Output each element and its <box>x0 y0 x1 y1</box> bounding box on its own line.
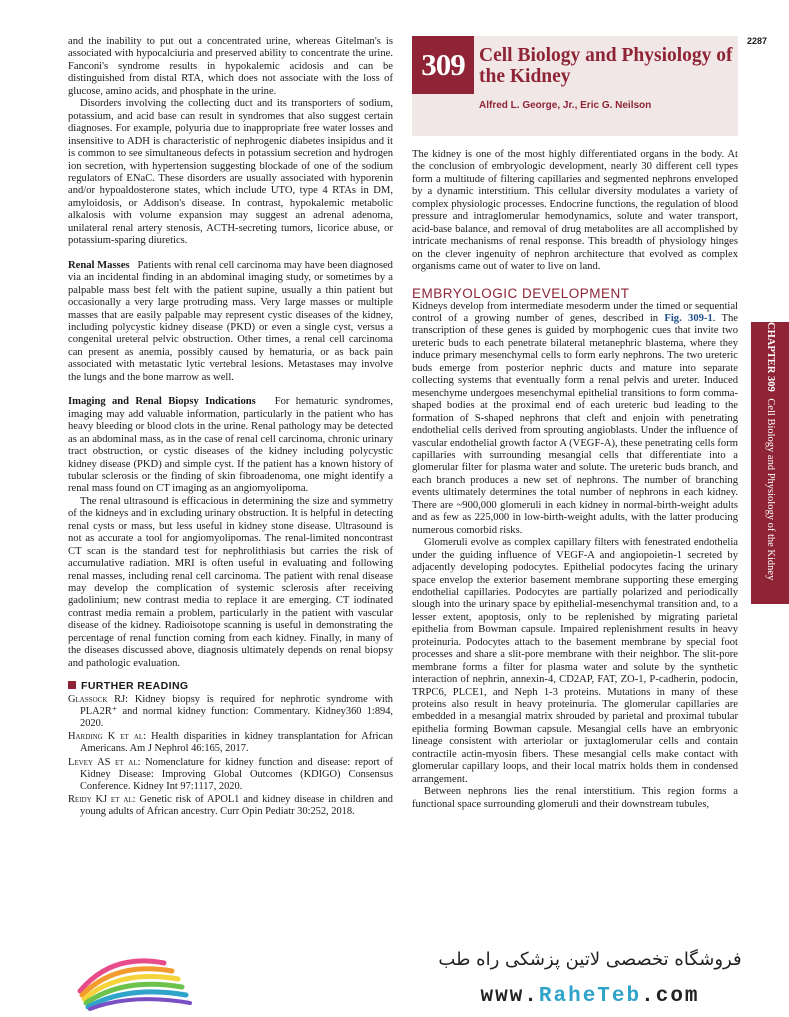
paragraph-intro-left: and the inability to put out a concentrated urine, whereas Gitelman's is associated with hypocalciuria and preserved ability to concentrate the urine. Fanconi's syndrome results in hypokalemic acidosis and can be distinguished from distal RTA, which does not associate with the loss of glucose, amino acids, and phosphate in the urine. <box>68 36 393 97</box>
side-tab-title: Cell Biology and Physiology of the Kidney <box>765 398 776 581</box>
paragraph-disorders: Disorders involving the collecting duct and its transporters of sodium, potassium, and acid base can result in syndromes that also suggest certain diagnoses. For example, polyuria due to inappropriate free water losses and insensitive to ADH is characteristic of nephrogenic diabetes insipidus and it is common to see simultaneous defects in potassium secretion and hydrogen ion secretion, with hypertension suggesting blockade of one of the sodium regulators of ENaC. These disorders are usually associated with hyporenin and/or hypoaldosterone states, which include UTO, type 4 RTAs in DM, amyloidosis, or Addison's disease. In contrast, hypokalemic metabolic alkalosis with volume expansion may suggest an adrenal adenoma, unilateral renal artery stenosis, ACTH-secreting tumors, licorice abuse, or potassium-sparing diuretics. <box>68 98 393 247</box>
reference-list <box>68 694 393 819</box>
side-tab-chapter-label: CHAPTER 309 <box>765 322 776 392</box>
paragraph-interstitium: Between nephrons lies the renal interstitium. This region forms a functional space surrounding glomeruli and their downstream tubules, <box>412 786 738 810</box>
chapter-title: Cell Biology and Physiology of the Kidney <box>479 45 733 87</box>
reference-item: Reidy KJ et al: Genetic risk of APOL1 and kidney disease in children and young adults of African ancestry. Curr Opin Pediatr 30:252, 2018. <box>68 794 393 818</box>
right-column <box>412 149 738 811</box>
chapter-number: 309 <box>412 36 474 94</box>
paragraph-ultrasound: The renal ultrasound is efficacious in determining the size and symmetry of the kidneys and in excluding urinary obstruction. It is helpful in detecting renal cysts or mass, but less useful in kidney stone disease. Ultrasound is not as accurate a tool for angiomyolipomas. The renal-limited noncontrast CT scan is the standard test for nephrolithiasis but carries the risk of accumulative radiation. MRI is often useful in evaluating and following renal masses, including renal cell carcinoma. The patient with renal disease may develop the complication of systemic sclerosis after receiving gadolinium; new contrast media to replace it are emerging. CT iodinated contrast media remain a problem, particularly in the patient with vascular disease of the kidney. Radioisotope scanning is useful in demonstrating the percentage of renal function coming from each kidney. Finally, in many of the diseases discussed above, diagnosis ultimately depends on renal biopsy and pathologic evaluation. <box>68 495 393 669</box>
square-bullet-icon <box>68 681 76 689</box>
left-column <box>68 36 393 819</box>
reference-item: Harding K et al: Health disparities in kidney transplantation for African Americans. Am J Nephrol 46:165, 2017. <box>68 731 393 755</box>
paragraph-imaging: For hematuric syndromes, imaging may add valuable information, particularly in the patient who has heavy bleeding or blood clots in the urine. Renal pathology may be detected as an abdominal mass, as in the case of renal cell carcinoma, chronic urinary tract obstruction, or cystic diseases of the kidney including polycystic kidney disease (PKD) and simple cyst. If the patient has a known history of tubular sclerosis or the finding of skin fibroadenoma, one might identify a renal mass found on CT imaging as an angiomyolipoma. <box>68 396 393 495</box>
paragraph-glomeruli: Glomeruli evolve as complex capillary filters with fenestrated endothelia under the guiding influence of VEGF-A and angiopoietin-1 secreted by adjacently developing podocytes. Epithelial podocytes facing the urinary space envelop the exterior basement membrane supporting these emerging endothelial capillaries. Podocytes are partially polarized and periodically slough into the urinary space by epithelial-mesenchymal transition and, to a lesser extent, apoptosis, only to be replenished by migrating parietal epithelia from Bowman capsule. Impaired replenishment results in heavy proteinuria. Podocytes attach to the basement membrane by special foot processes and share a slit-pore membrane with their neighbor. The slit-pore membrane forms a filter for plasma water and solute by the synthetic interaction of nephrin, annexin-4, CD2AP, FAT, ZO-1, P-cadherin, podocin, TRPC6, PLCE1, and Neph 1-3 proteins. Mutations in many of these proteins also result in heavy proteinuria. The glomerular capillaries are embedded in a mesangial matrix shrouded by parietal and proximal tubular epithelia forming Bowman capsule. Mesangial cells have an embryonic lineage consistent with arteriolar or juxtaglomerular cells and contain contractile actin-myosin fibers. These mesangial cells make contact with glomerular capillary loops, and their local matrix holds them in condensed arrangement. <box>412 537 738 785</box>
footer-store-name: فروشگاه تخصصی لاتین پزشکی راه طب <box>438 949 742 970</box>
figure-link[interactable]: Fig. 309-1 <box>664 312 713 324</box>
heading-imaging: Imaging and Renal Biopsy Indications <box>68 396 256 408</box>
footer-watermark <box>0 936 789 1017</box>
rahe-teb-logo-icon <box>72 947 202 1011</box>
chapter-authors: Alfred L. George, Jr., Eric G. Neilson <box>479 100 652 111</box>
reference-item: Levey AS et al: Nomenclature for kidney function and disease: report of Kidney Disease: Improving Global Outcomes (KDIGO) Consensus Conference. Kidney Int 97:1117, 2020. <box>68 756 393 793</box>
section-imaging <box>68 396 393 496</box>
paragraph-embryology: Kidneys develop from intermediate mesoderm under the timed or sequential control of a growing number of genes, described in Fig. 309-1. The transcription of these genes is guided by morphogenic cues that invite two ureteric buds to each penetrate bilateral metanephric blastema, where they induce primary mesenchymal cells to form early nephrons. The two ureteric buds emerge from posterior nephric ducts and mature into separate collecting systems that eventually form a renal pelvis and ureter. Induced mesenchyme undergoes mesenchymal epithelial transitions to form comma-shaped bodies at the proximal end of each ureteric bud leading to the formation of S-shaped nephrons that cleft and enjoin with penetrating endothelial cells derived from sprouting angioblasts. Under the influence of vascular endothelial growth factor A (VEGF-A), these penetrating cells form capillaries with surrounding mesangial cells that differentiate into a glomerular filter for plasma water and solute. The ureteric buds branch, and each branch produces a new set of nephrons. The number of branching events ultimately determines the total number of nephrons in each kidney. There are ~900,000 glomeruli in each kidney in normal-birth-weight adults and as few as 225,000 in low-birth-weight adults, with the latter producing numerous comorbid risks. <box>412 300 738 536</box>
heading-embryologic-development: EMBRYOLOGIC DEVELOPMENT <box>412 285 630 301</box>
chapter-header <box>412 36 738 136</box>
reference-item: Glassock RJ: Kidney biopsy is required for nephrotic syndrome with PLA2R⁺ and normal kidney function: Commentary. Kidney360 1:894, 2020. <box>68 693 393 730</box>
chapter-side-tab <box>751 322 789 604</box>
further-reading-heading: FURTHER READING <box>68 680 393 692</box>
heading-renal-masses: Renal Masses <box>68 259 130 271</box>
page-number: 2287 <box>746 36 767 46</box>
paragraph-renal-masses: Patients with renal cell carcinoma may have been diagnosed via an incidental finding in an abdominal imaging study, or sometimes by a palpable mass best felt with the patient supine, usually a thin patient but occasionally a very large protruding mass. Very large masses or multiple masses that are easily palpable may represent cystic diseases of the kidney, including polycystic kidney disease (PKD) or even a single cyst, versus a congenital ureteral pelvic obstruction. Other times, a renal cell carcinoma can present as anemia, possibly caused by hematuria, or as back pain associated with metastatic lytic vertebral lesions. Metastases may involve the lungs and the bone marrow as well. <box>68 259 393 383</box>
footer-website-link[interactable]: www.RaheTeb.com <box>480 985 700 1008</box>
paragraph-intro-right: The kidney is one of the most highly differentiated organs in the body. At the conclusion of embryologic development, nearly 30 different cell types form a multitude of filtering capillaries and segmented nephrons enveloped by a dynamic interstitium. This cellular diversity modulates a variety of complex physiologic processes. Endocrine functions, the regulation of blood pressure and intraglomerular hemodynamics, solute and water transport, acid-base balance, and removal of drug metabolites are all accomplished by intricate mechanisms of renal response. This breadth of physiology hinges on the clever ingenuity of nephron architecture that evolved as complex organisms came out of water to live on land. <box>412 149 738 273</box>
section-renal-masses <box>68 260 393 385</box>
